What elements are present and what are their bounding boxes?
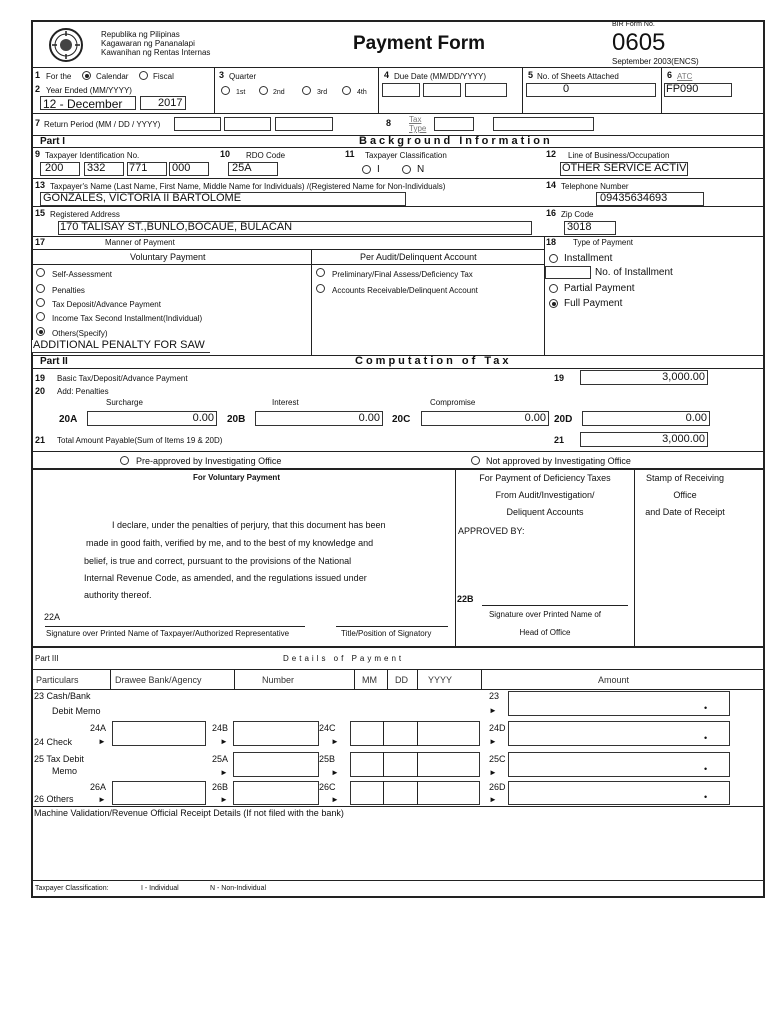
sheets-label: No. of Sheets Attached xyxy=(537,72,619,81)
tin-label: Taxpayer Identification No. xyxy=(45,151,140,160)
others-specify-label: Others(Specify) xyxy=(52,329,108,338)
zip-value: 3018 xyxy=(567,221,592,233)
deficiency-line-3: Deliquent Accounts xyxy=(506,507,584,517)
footer-non-individual: N - Non-Individual xyxy=(210,885,267,892)
due-date-label: Due Date (MM/DD/YYYY) xyxy=(394,72,487,81)
year-ended-month: 12 - December xyxy=(43,97,123,111)
agency-line-3: Kawanihan ng Rentas Internas xyxy=(101,48,211,57)
others-label: 26 Others xyxy=(34,794,74,804)
basic-tax-value: 3,000.00 xyxy=(662,371,705,383)
col-particulars: Particulars xyxy=(36,675,79,685)
address-label: Registered Address xyxy=(50,210,120,219)
title-signature-line[interactable] xyxy=(336,626,448,627)
name-label: Taxpayer's Name (Last Name, First Name, Middle Name for Individuals) /(Registered Name for Non-Individuals) xyxy=(50,182,446,191)
machine-validation-label: Machine Validation/Revenue Official Receipt Details (If not filed with the bank) xyxy=(34,808,344,818)
col-number: Number xyxy=(262,675,295,685)
date-26c-field[interactable] xyxy=(350,781,480,805)
tax-type-field-2[interactable] xyxy=(493,117,594,131)
penalties-label: Penalties xyxy=(52,286,85,295)
second-installment-radio[interactable] xyxy=(36,312,45,321)
total-payable-value: 3,000.00 xyxy=(662,433,705,445)
code-25b: 25B xyxy=(319,754,336,764)
installment-radio[interactable] xyxy=(549,254,558,263)
taxpayer-signature-caption: Signature over Printed Name of Taxpayer/Authorized Representative xyxy=(46,629,290,638)
due-day-field[interactable] xyxy=(423,83,461,97)
phone-value: 09435634693 xyxy=(600,192,668,204)
check-label: 24 Check xyxy=(34,737,73,747)
part3-heading: Details of Payment xyxy=(283,654,405,663)
type-label: Type of Payment xyxy=(573,238,634,247)
amount-24d-field[interactable] xyxy=(508,721,730,746)
for-the-label: For the xyxy=(46,72,72,81)
surcharge-value: 0.00 xyxy=(192,412,214,424)
col-mm: MM xyxy=(362,675,377,685)
voluntary-heading: Voluntary Payment xyxy=(130,252,206,262)
q1-label: 1st xyxy=(236,89,246,96)
total-penalties-value: 0.00 xyxy=(685,412,707,424)
rdo-value: 25A xyxy=(232,162,252,174)
full-payment-label: Full Payment xyxy=(564,298,623,309)
return-year-field[interactable] xyxy=(275,117,333,131)
name-value: GONZALES, VICTORIA II BARTOLOME xyxy=(43,192,242,204)
phone-label: Telephone Number xyxy=(561,182,629,191)
year-ended-label: Year Ended (MM/YYYY) xyxy=(46,86,132,95)
stamp-line-1: Stamp of Receiving xyxy=(645,473,725,483)
notapproved-label: Not approved by Investigating Office xyxy=(486,456,631,466)
class-i-radio[interactable] xyxy=(362,165,371,174)
tax-debit-memo-label: Memo xyxy=(52,766,78,776)
preliminary-assessment-radio[interactable] xyxy=(316,268,325,277)
tin-2: 332 xyxy=(87,162,106,174)
partial-payment-label: Partial Payment xyxy=(564,283,635,294)
col-dd: DD xyxy=(395,675,408,685)
installment-label: Installment xyxy=(564,253,613,264)
number-26b-field[interactable] xyxy=(233,781,319,805)
declaration-line-3: belief, is true and correct, pursuant to the provisions of the National xyxy=(84,556,352,566)
part1-label: Part I xyxy=(40,136,66,147)
q3-label: 3rd xyxy=(317,89,328,96)
line-business-value: OTHER SERVICE ACTIV xyxy=(562,162,687,174)
stamp-line-2: Office xyxy=(673,490,697,500)
bir-seal xyxy=(48,27,84,63)
form-no-label: BIR Form No. xyxy=(612,21,655,28)
deficiency-line-1: For Payment of Deficiency Taxes xyxy=(479,473,611,483)
rdo-label: RDO Code xyxy=(246,151,286,160)
number-24b-field[interactable] xyxy=(233,721,319,746)
no-installment-field[interactable] xyxy=(545,266,591,279)
preliminary-assessment-label: Preliminary/Final Assess/Deficiency Tax xyxy=(332,270,473,279)
preapproved-radio[interactable] xyxy=(120,456,129,465)
q1-radio[interactable] xyxy=(221,86,230,95)
address-value: 170 TALISAY ST.,BUNLO,BOCAUE, BULACAN xyxy=(60,221,293,233)
audit-heading: Per Audit/Delinquent Account xyxy=(360,252,477,262)
voluntary-payment-heading: For Voluntary Payment xyxy=(193,473,280,482)
date-25b-field[interactable] xyxy=(350,752,480,777)
taxpayer-signature-line[interactable] xyxy=(45,626,305,627)
due-month-field[interactable] xyxy=(382,83,420,97)
compromise-label: Compromise xyxy=(430,398,476,407)
year-ended-year: 2017 xyxy=(158,97,183,109)
compromise-value: 0.00 xyxy=(524,412,546,424)
part1-heading: Background Information xyxy=(359,135,553,147)
bank-26a-field[interactable] xyxy=(112,781,206,805)
penalties-radio[interactable] xyxy=(36,284,45,293)
classification-label: Taxpayer Classification xyxy=(365,151,447,160)
total-payable-label: Total Amount Payable(Sum of Items 19 & 20D) xyxy=(57,436,223,445)
tax-deposit-radio[interactable] xyxy=(36,298,45,307)
amount-26d-field[interactable] xyxy=(508,781,730,805)
head-signature-caption-1: Signature over Printed Name of xyxy=(488,610,602,619)
tax-type-field[interactable] xyxy=(434,117,474,131)
code-24c: 24C xyxy=(319,723,336,733)
code-24b: 24B xyxy=(212,723,229,733)
tax-debit-label: 25 Tax Debit xyxy=(34,754,84,764)
date-24c-field[interactable] xyxy=(350,721,480,746)
col-amount: Amount xyxy=(598,675,630,685)
declaration-line-4: Internal Revenue Code, as amended, and the regulations issued under xyxy=(84,573,367,583)
code-26c: 26C xyxy=(319,782,336,792)
add-penalties-label: Add: Penalties xyxy=(57,387,109,396)
partial-payment-radio[interactable] xyxy=(549,284,558,293)
deficiency-line-2: From Audit/Investigation/ xyxy=(495,490,595,500)
footer-classification: Taxpayer Classification: xyxy=(35,885,109,892)
part2-label: Part II xyxy=(40,356,68,367)
declaration-line-1: I declare, under the penalties of perjury, that this document has been xyxy=(112,520,386,530)
quarter-label: Quarter xyxy=(229,72,257,81)
others-specify-value: ADDITIONAL PENALTY FOR SAW xyxy=(33,339,205,351)
due-year-field[interactable] xyxy=(465,83,507,97)
line-business-label: Line of Business/Occupation xyxy=(568,151,670,160)
interest-label: Interest xyxy=(272,398,299,407)
col-yyyy: YYYY xyxy=(428,675,453,685)
tin-4: 000 xyxy=(172,162,191,174)
sheets-value: 0 xyxy=(563,83,570,95)
code-23: 23 xyxy=(489,691,500,701)
accounts-receivable-radio[interactable] xyxy=(316,284,325,293)
return-day-field[interactable] xyxy=(224,117,271,131)
col-drawee-bank: Drawee Bank/Agency xyxy=(115,675,202,685)
declaration-line-5: authority thereof. xyxy=(84,590,152,600)
bank-24a-field[interactable] xyxy=(112,721,206,746)
tax-deposit-label: Tax Deposit/Advance Payment xyxy=(52,300,161,309)
notapproved-radio[interactable] xyxy=(471,456,480,465)
atc-label[interactable]: ATC xyxy=(677,72,693,81)
code-26b: 26B xyxy=(212,782,229,792)
stamp-line-3: and Date of Receipt xyxy=(645,507,725,517)
code-24a: 24A xyxy=(90,723,107,733)
tin-1: 200 xyxy=(45,162,64,174)
sheets-field[interactable] xyxy=(526,83,656,97)
declaration-line-2: made in good faith, verified by me, and to the best of my knowledge and xyxy=(86,538,374,548)
full-payment-radio[interactable] xyxy=(549,299,558,308)
calendar-label: Calendar xyxy=(96,72,129,81)
fiscal-label: Fiscal xyxy=(153,72,174,81)
agency-line-1: Republika ng Pilipinas xyxy=(101,30,180,39)
atc-value: FP090 xyxy=(666,83,699,95)
second-installment-label: Income Tax Second Installment(Individual) xyxy=(52,314,203,323)
agency-line-2: Kagawaran ng Pananalapi xyxy=(101,39,195,48)
debit-memo-label: Debit Memo xyxy=(52,706,101,716)
zip-label: Zip Code xyxy=(561,210,594,219)
amount-25c-field[interactable] xyxy=(508,752,730,777)
q2-label: 2nd xyxy=(273,89,285,96)
title-position-caption: Title/Position of Signatory xyxy=(341,629,432,638)
q2-radio[interactable] xyxy=(259,86,268,95)
number-25a-field[interactable] xyxy=(233,752,319,777)
head-signature-caption-2: Head of Office xyxy=(519,628,571,637)
approved-by-label: APPROVED BY: xyxy=(458,526,525,536)
tax-type-label[interactable]: Tax Type xyxy=(409,115,427,133)
code-26a: 26A xyxy=(90,782,107,792)
code-25c: 25C xyxy=(489,754,506,764)
self-assessment-label: Self-Assessment xyxy=(52,270,113,279)
sig22a-label: 22A xyxy=(44,612,61,622)
return-period-label: Return Period (MM / DD / YYYY) xyxy=(44,120,161,129)
head-signature-line[interactable] xyxy=(482,605,628,606)
code-25a: 25A xyxy=(212,754,229,764)
part3-label: Part III xyxy=(35,654,59,663)
form-no: 0605 xyxy=(612,29,666,56)
q3-radio[interactable] xyxy=(302,86,311,95)
sig22b-label: 22B xyxy=(457,594,474,604)
code-26d: 26D xyxy=(489,782,506,792)
fiscal-radio[interactable] xyxy=(139,71,148,80)
class-n-label: N xyxy=(417,164,425,175)
no-installment-label: No. of Installment xyxy=(595,267,673,278)
surcharge-label: Surcharge xyxy=(106,398,143,407)
code-24d: 24D xyxy=(489,723,506,733)
part2-heading: Computation of Tax xyxy=(355,355,512,367)
accounts-receivable-label: Accounts Receivable/Delinquent Account xyxy=(332,286,478,295)
cash-bank-label: 23 Cash/Bank xyxy=(34,691,91,701)
return-month-field[interactable] xyxy=(174,117,221,131)
class-i-label: I xyxy=(377,164,380,175)
preapproved-label: Pre-approved by Investigating Office xyxy=(136,456,282,466)
tin-3: 771 xyxy=(129,162,148,174)
footer-individual: I - Individual xyxy=(141,885,179,892)
interest-value: 0.00 xyxy=(358,412,380,424)
manner-label: Manner of Payment xyxy=(105,238,175,247)
q4-radio[interactable] xyxy=(342,86,351,95)
self-assessment-radio[interactable] xyxy=(36,268,45,277)
form-title: Payment Form xyxy=(353,33,485,54)
amount-23-field[interactable] xyxy=(508,691,730,716)
basic-tax-label: Basic Tax/Deposit/Advance Payment xyxy=(57,374,188,383)
q4-label: 4th xyxy=(357,89,367,96)
others-specify-radio[interactable] xyxy=(36,327,45,336)
calendar-radio[interactable] xyxy=(82,71,91,80)
form-date: September 2003(ENCS) xyxy=(612,57,699,66)
class-n-radio[interactable] xyxy=(402,165,411,174)
